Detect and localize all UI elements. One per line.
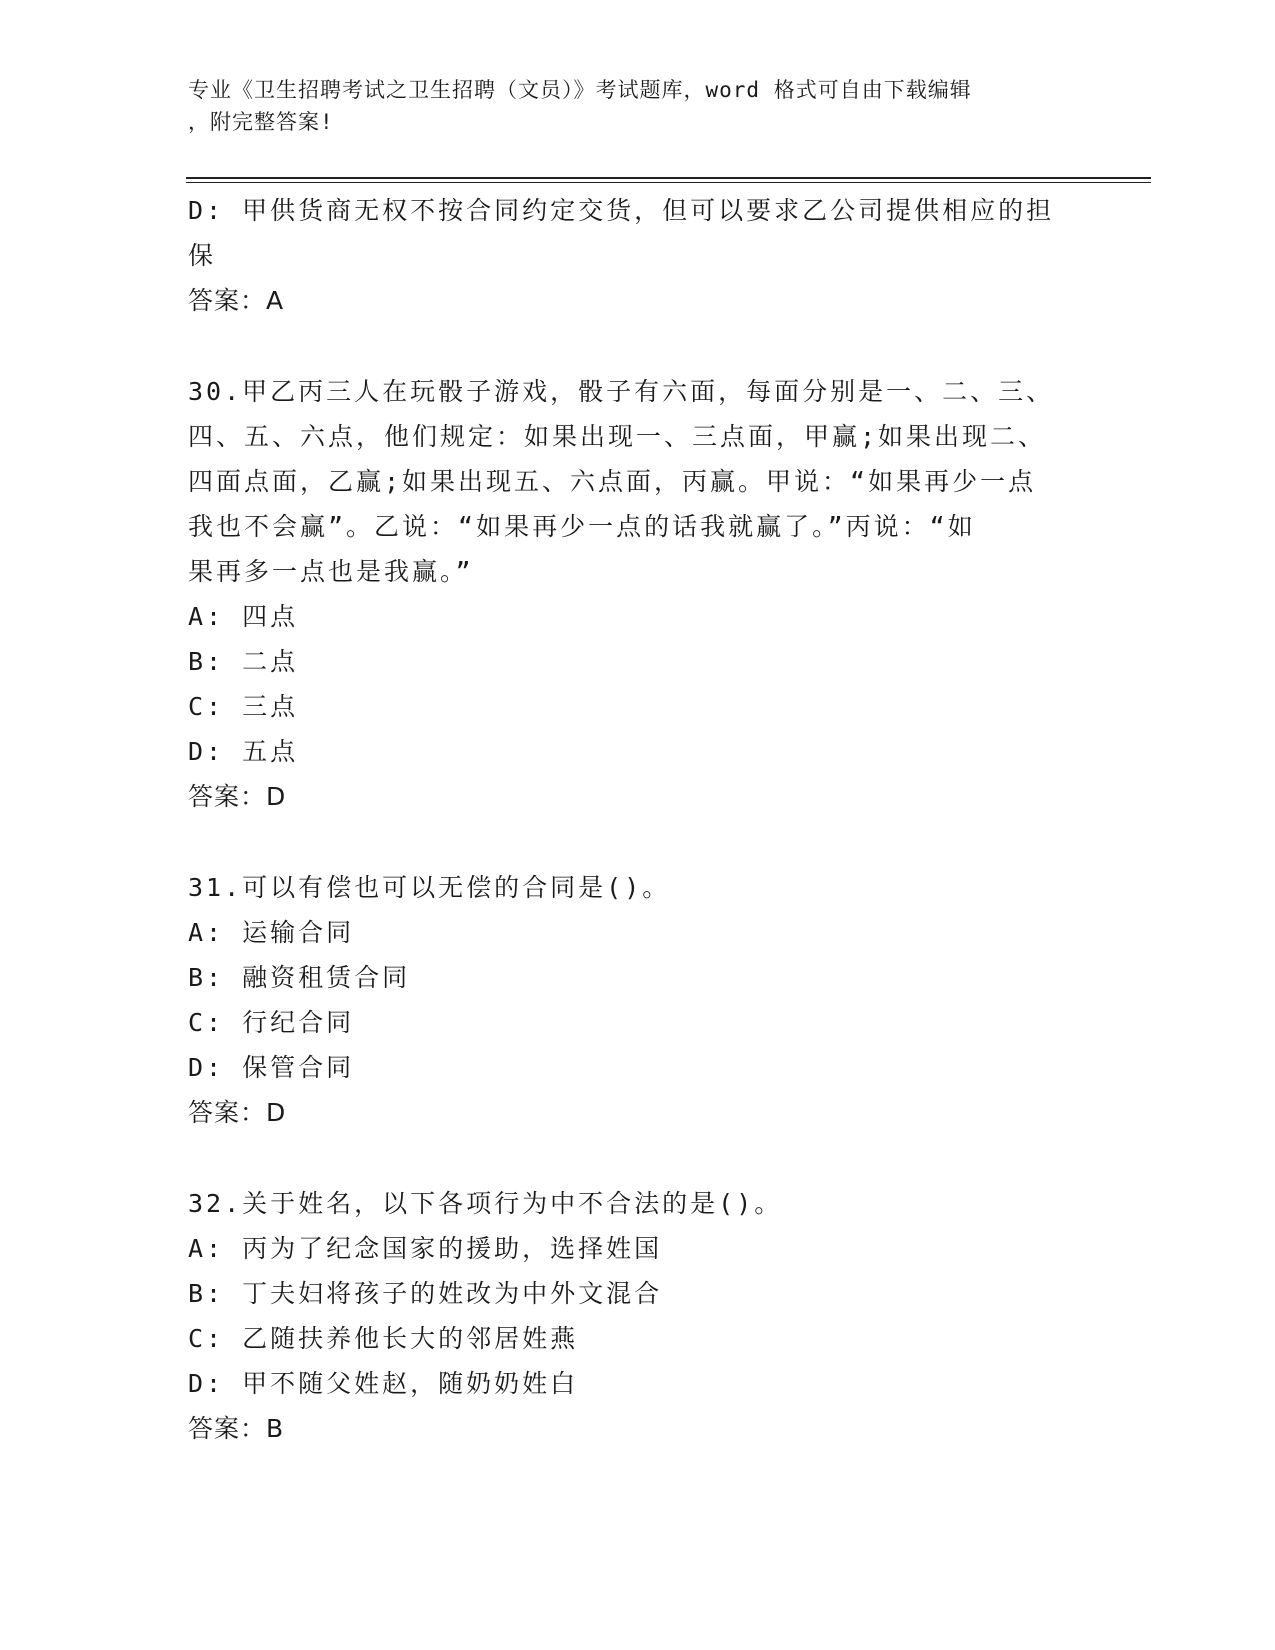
question-stem: 30.甲乙丙三人在玩骰子游戏，骰子有六面，每面分别是一、二、三、 — [188, 377, 1055, 406]
header-rule-thin — [186, 182, 1151, 183]
header-rule-thick — [186, 177, 1151, 179]
header-line-1: 专业《卫生招聘考试之卫生招聘（文员）》考试题库，word 格式可自由下载编辑 — [188, 78, 972, 102]
answer: 答案：A — [188, 286, 285, 315]
option-b: B: 融资租赁合同 — [188, 963, 411, 992]
question-31 — [188, 865, 1088, 1135]
option-a: A: 丙为了纪念国家的援助，选择姓国 — [188, 1234, 663, 1263]
option-b: B: 丁夫妇将孩子的姓改为中外文混合 — [188, 1279, 663, 1308]
document-header — [188, 74, 1078, 138]
spacer — [188, 323, 1088, 369]
question-32 — [188, 1181, 1088, 1451]
question-stem: 31.可以有偿也可以无偿的合同是()。 — [188, 873, 671, 902]
option-c: C: 三点 — [188, 692, 299, 721]
answer: 答案：D — [188, 1098, 287, 1127]
question-stem: 果再多一点也是我赢。” — [188, 557, 474, 586]
option-c: C: 乙随扶养他长大的邻居姓燕 — [188, 1324, 579, 1353]
question-stem: 四面点面，乙赢;如果出现五、六点面，丙赢。甲说：“如果再少一点 — [188, 467, 1037, 496]
question-stem: 四、五、六点，他们规定：如果出现一、三点面，甲赢;如果出现二、 — [188, 422, 1047, 451]
question-30 — [188, 369, 1088, 819]
option-c: C: 行纪合同 — [188, 1008, 355, 1037]
option-d: D: 保管合同 — [188, 1053, 355, 1082]
option-a: A: 四点 — [188, 602, 299, 631]
answer: 答案：B — [188, 1414, 285, 1443]
question-stem: 32.关于姓名，以下各项行为中不合法的是()。 — [188, 1189, 783, 1218]
option-d: D: 甲不随父姓赵，随奶奶姓白 — [188, 1369, 579, 1398]
question-29-tail — [188, 188, 1088, 323]
option-b: B: 二点 — [188, 647, 299, 676]
spacer — [188, 819, 1088, 865]
answer: 答案：D — [188, 782, 287, 811]
option-a: A: 运输合同 — [188, 918, 355, 947]
option-d: D: 五点 — [188, 737, 299, 766]
option-d-continued: 保 — [188, 241, 217, 270]
option-d: D: 甲供货商无权不按合同约定交货，但可以要求乙公司提供相应的担 — [188, 196, 1055, 225]
question-stem: 我也不会赢”。乙说：“如果再少一点的话我就赢了。”丙说：“如 — [188, 512, 976, 541]
header-line-2: ，附完整答案! — [188, 110, 334, 134]
spacer — [188, 1135, 1088, 1181]
document-body — [188, 188, 1088, 1451]
